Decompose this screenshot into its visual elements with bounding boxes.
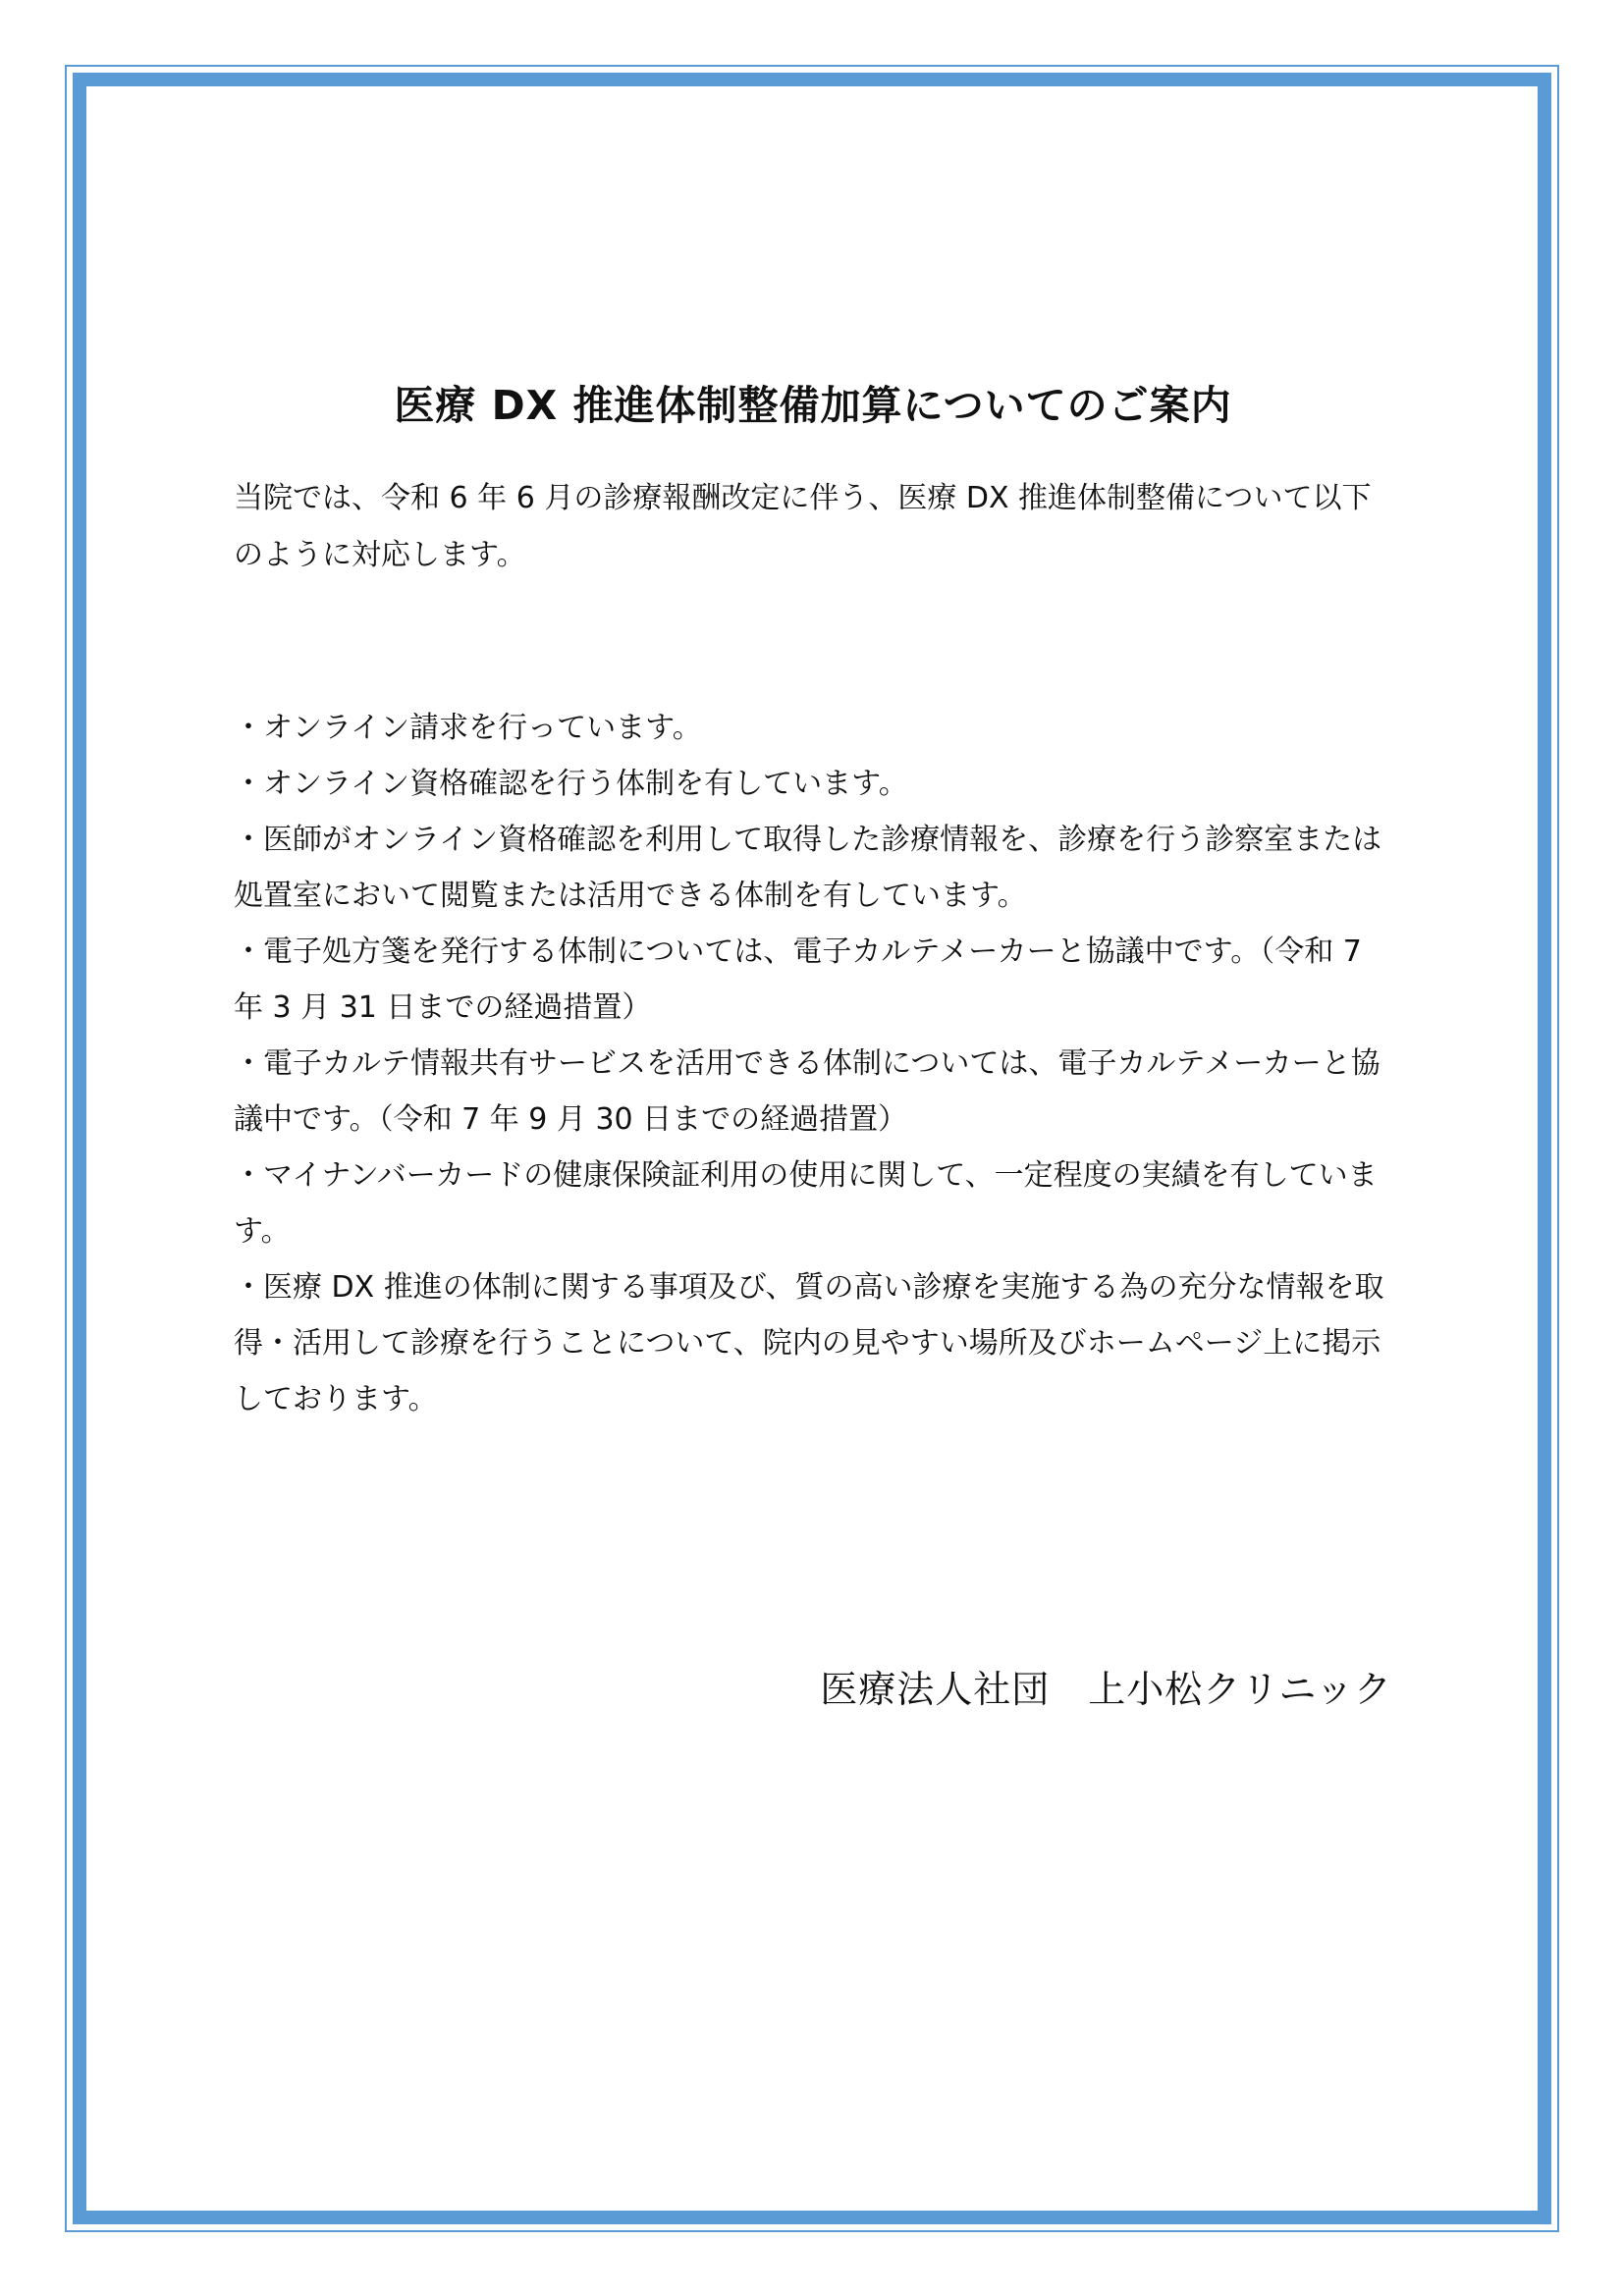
list-item: ・オンライン資格確認を行う体制を有しています。 <box>234 767 908 801</box>
list-item: ・電子処方箋を発行する体制については、電子カルテメーカーと協議中です。（令和 7 年 3 月 31 日までの経過措置） <box>234 934 1362 1025</box>
list-item: ・電子カルテ情報共有サービスを活用できる体制については、電子カルテメーカーと協議中です。（令和 7 年 9 月 30 日までの経過措置） <box>234 1046 1380 1137</box>
list-item: ・マイナンバーカードの健康保険証利用の使用に関して、一定程度の実績を有しています。 <box>234 1158 1378 1249</box>
intro-paragraph: 当院では、令和 6 年 6 月の診療報酬改定に伴う、医療 DX 推進体制整備について以下のように対応します。 <box>234 481 1372 572</box>
notice-title: 医療 DX 推進体制整備加算についてのご案内 <box>394 382 1232 429</box>
list-item: ・医療 DX 推進の体制に関する事項及び、質の高い診療を実施する為の充分な情報を取得・活用して診療を行うことについて、院内の見やすい場所及びホームページ上に掲示しております。 <box>234 1270 1384 1416</box>
list-item: ・医師がオンライン資格確認を利用して取得した診療情報を、診療を行う診察室または処置室において閲覧または活用できる体制を有しています。 <box>234 823 1382 913</box>
clinic-signature: 医療法人社団 上小松クリニック <box>820 1668 1392 1711</box>
measures-list <box>234 700 1392 1427</box>
notice-content <box>234 373 1392 1427</box>
list-item: ・オンライン請求を行っています。 <box>234 711 702 745</box>
